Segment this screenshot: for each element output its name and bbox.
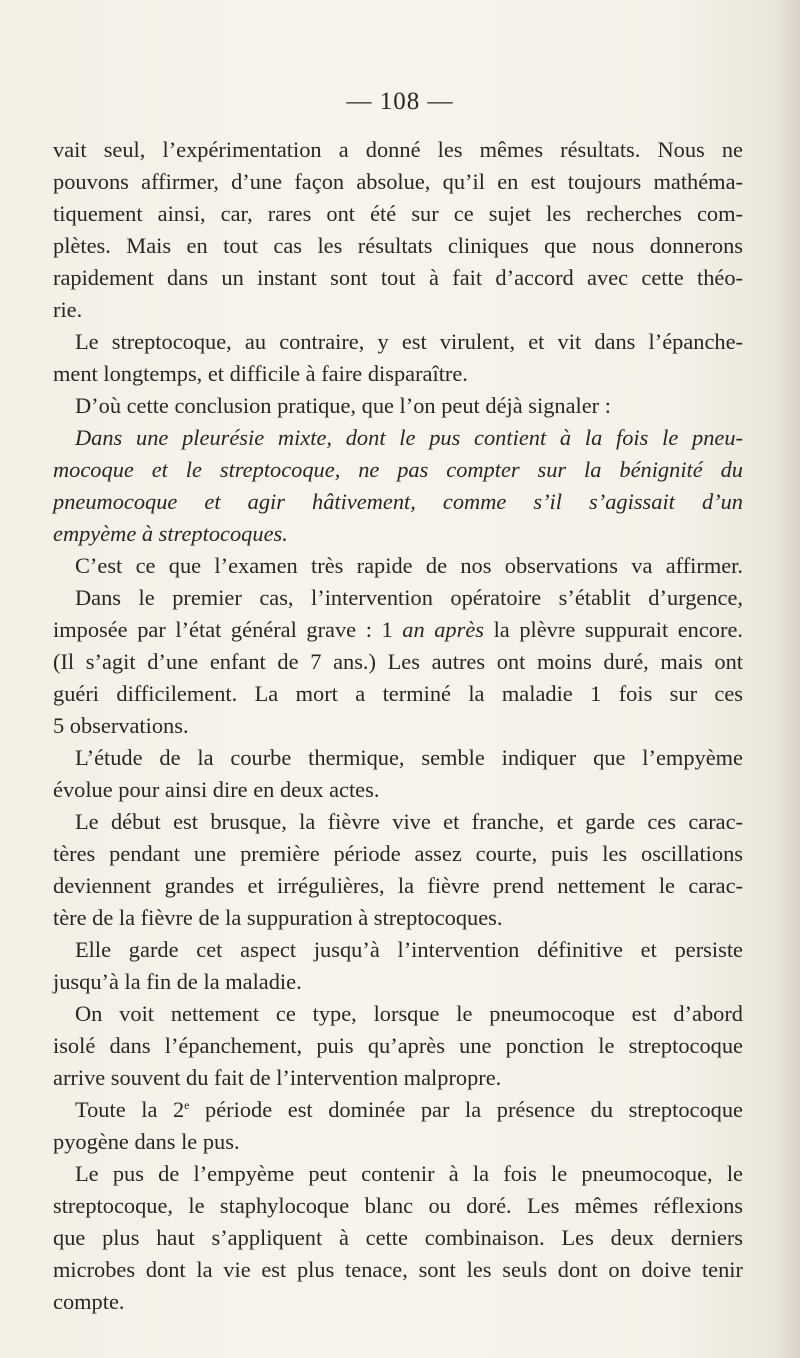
text-line: Le début est brusque, la fièvre vive et franche, et garde ces carac- — [75, 809, 743, 834]
text-line: jusqu’à la fin de la maladie. — [53, 969, 302, 994]
text-line: guéri difficilement. La mort a terminé la maladie 1 fois sur ces — [53, 681, 743, 706]
text-line: isolé dans l’épanchement, puis qu’après une ponction le streptocoque — [53, 1033, 743, 1058]
text-line: pouvons affirmer, d’une façon absolue, qu’il en est toujours mathéma- — [53, 169, 743, 194]
text-segment: période est dominée par la présence du streptocoque — [189, 1097, 743, 1122]
text-line: tère de la fièvre de la suppuration à streptocoques. — [53, 905, 503, 930]
text-line: ment longtemps, et difficile à faire disparaître. — [53, 361, 468, 386]
text-line: D’où cette conclusion pratique, que l’on peut déjà signaler : — [75, 393, 611, 418]
italic-conclusion-line: Dans une pleurésie mixte, dont le pus contient à la fois le pneu- — [75, 425, 743, 450]
text-line: C’est ce que l’examen très rapide de nos observations va affirmer. — [75, 553, 743, 578]
text-line: évolue pour ainsi dire en deux actes. — [53, 777, 380, 802]
text-line: tiquement ainsi, car, rares ont été sur ce sujet les recherches com- — [53, 201, 743, 226]
text-line: Le streptocoque, au contraire, y est virulent, et vit dans l’épanche- — [75, 329, 743, 354]
text-line: (Il s’agit d’une enfant de 7 ans.) Les autres ont moins duré, mais ont — [53, 649, 743, 674]
text-line: que plus haut s’appliquent à cette combinaison. Les deux derniers — [53, 1225, 743, 1250]
text-line: Le pus de l’empyème peut contenir à la fois le pneumocoque, le — [75, 1161, 743, 1186]
text-line: deviennent grandes et irrégulières, la fièvre prend nettement le carac- — [53, 873, 743, 898]
text-line — [53, 614, 743, 646]
text-line: rapidement dans un instant sont tout à fait d’accord avec cette théo- — [53, 265, 743, 290]
text-line: rie. — [53, 297, 83, 322]
text-line: streptocoque, le staphylocoque blanc ou doré. Les mêmes réflexions — [53, 1193, 743, 1218]
text-line: L’étude de la courbe thermique, semble indiquer que l’empyème — [75, 745, 743, 770]
text-line — [53, 1094, 743, 1126]
text-line: compte. — [53, 1289, 125, 1314]
text-line: microbes dont la vie est plus tenace, sont les seuls dont on doive tenir — [53, 1257, 743, 1282]
page-number: — 108 — — [346, 88, 454, 115]
text-segment: Toute la 2 — [75, 1097, 185, 1122]
text-line: plètes. Mais en tout cas les résultats cliniques que nous donnerons — [53, 233, 743, 258]
text-line: On voit nettement ce type, lorsque le pneumocoque est d’abord — [75, 1001, 743, 1026]
text-line: Elle garde cet aspect jusqu’à l’intervention définitive et persiste — [75, 937, 743, 962]
text-segment: imposée par l’état général grave : 1 — [53, 617, 403, 642]
ordinal-superscript: e — [184, 1098, 190, 1112]
text-line: tères pendant une première période assez courte, puis les oscillations — [53, 841, 743, 866]
text-line: Dans le premier cas, l’intervention opératoire s’établit d’urgence, — [75, 585, 743, 610]
body-text — [53, 134, 743, 1318]
text-line: pyogène dans le pus. — [53, 1129, 240, 1154]
italic-conclusion-line: pneumocoque et agir hâtivement, comme s’il s’agissait d’un — [53, 489, 743, 514]
italic-conclusion-line: mocoque et le streptocoque, ne pas compter sur la bénignité du — [53, 457, 743, 482]
text-segment: la plèvre suppurait encore. — [484, 617, 743, 642]
text-line: vait seul, l’expérimentation a donné les mêmes résultats. Nous ne — [53, 137, 743, 162]
text-line: arrive souvent du fait de l’intervention malpropre. — [53, 1065, 502, 1090]
text-line: 5 observations. — [53, 713, 189, 738]
italic-conclusion-line: empyème à streptocoques. — [53, 521, 288, 546]
italic-phrase: an après — [402, 617, 484, 642]
